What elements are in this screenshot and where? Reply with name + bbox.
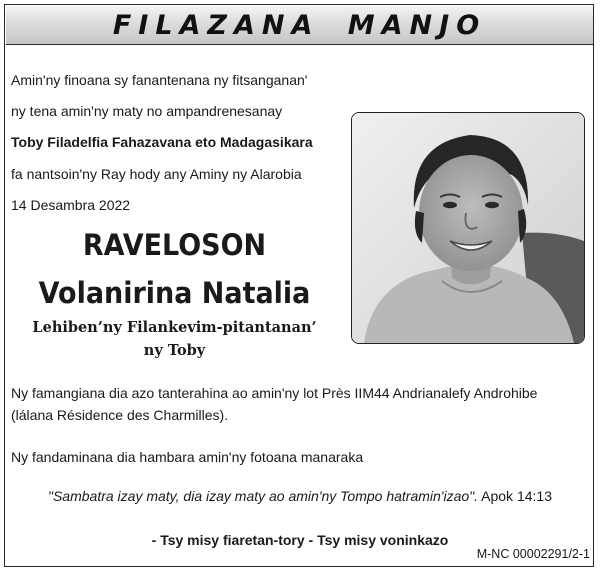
portrait-image [352,113,584,343]
funeral-info: Ny fandaminana dia hambara amin'ny fotoana manaraka [11,449,364,465]
deceased-role-line-1: Lehiben’ny Filankevim-pitantanan’ [32,319,317,336]
wake-location-line-1: Ny famangiana dia azo tanterahina ao amin'ny lot Près IIM44 Andrianalefy Androhibe [11,385,538,401]
reference-number: M-NC 00002291/2-1 [476,547,590,561]
deceased-surname: RAVELOSON [82,228,267,262]
intro-line-2: ny tena amin'ny maty no ampandrenesanay [11,103,283,119]
wake-location-line-2: (lálana Résidence des Charmilles). [11,407,229,423]
deceased-given-names: Volanirina Natalia [38,276,311,310]
intro-line-1: Amin'ny finoana sy fanantenana ny fitsanganan' [11,72,308,88]
intro-line-4: fa nantsoin'ny Ray hody any Aminy ny Alarobia [11,166,302,182]
deceased-photo [351,112,585,344]
deceased-role-line-2: ny Toby [143,342,206,359]
quote-text: "Sambatra izay maty, dia izay maty ao amin'ny Tompo hatramin'izao". [48,488,479,504]
church-name: Toby Filadelfia Fahazavana eto Madagasikara [11,134,313,150]
notice-title: FILAZANA MANJO [112,9,487,41]
death-date: 14 Desambra 2022 [11,197,131,213]
footer-note: - Tsy misy fiaretan-tory - Tsy misy voninkazo [151,532,449,548]
notice-header [6,6,593,45]
bible-quote [0,488,600,504]
quote-reference: Apok 14:13 [478,488,552,504]
